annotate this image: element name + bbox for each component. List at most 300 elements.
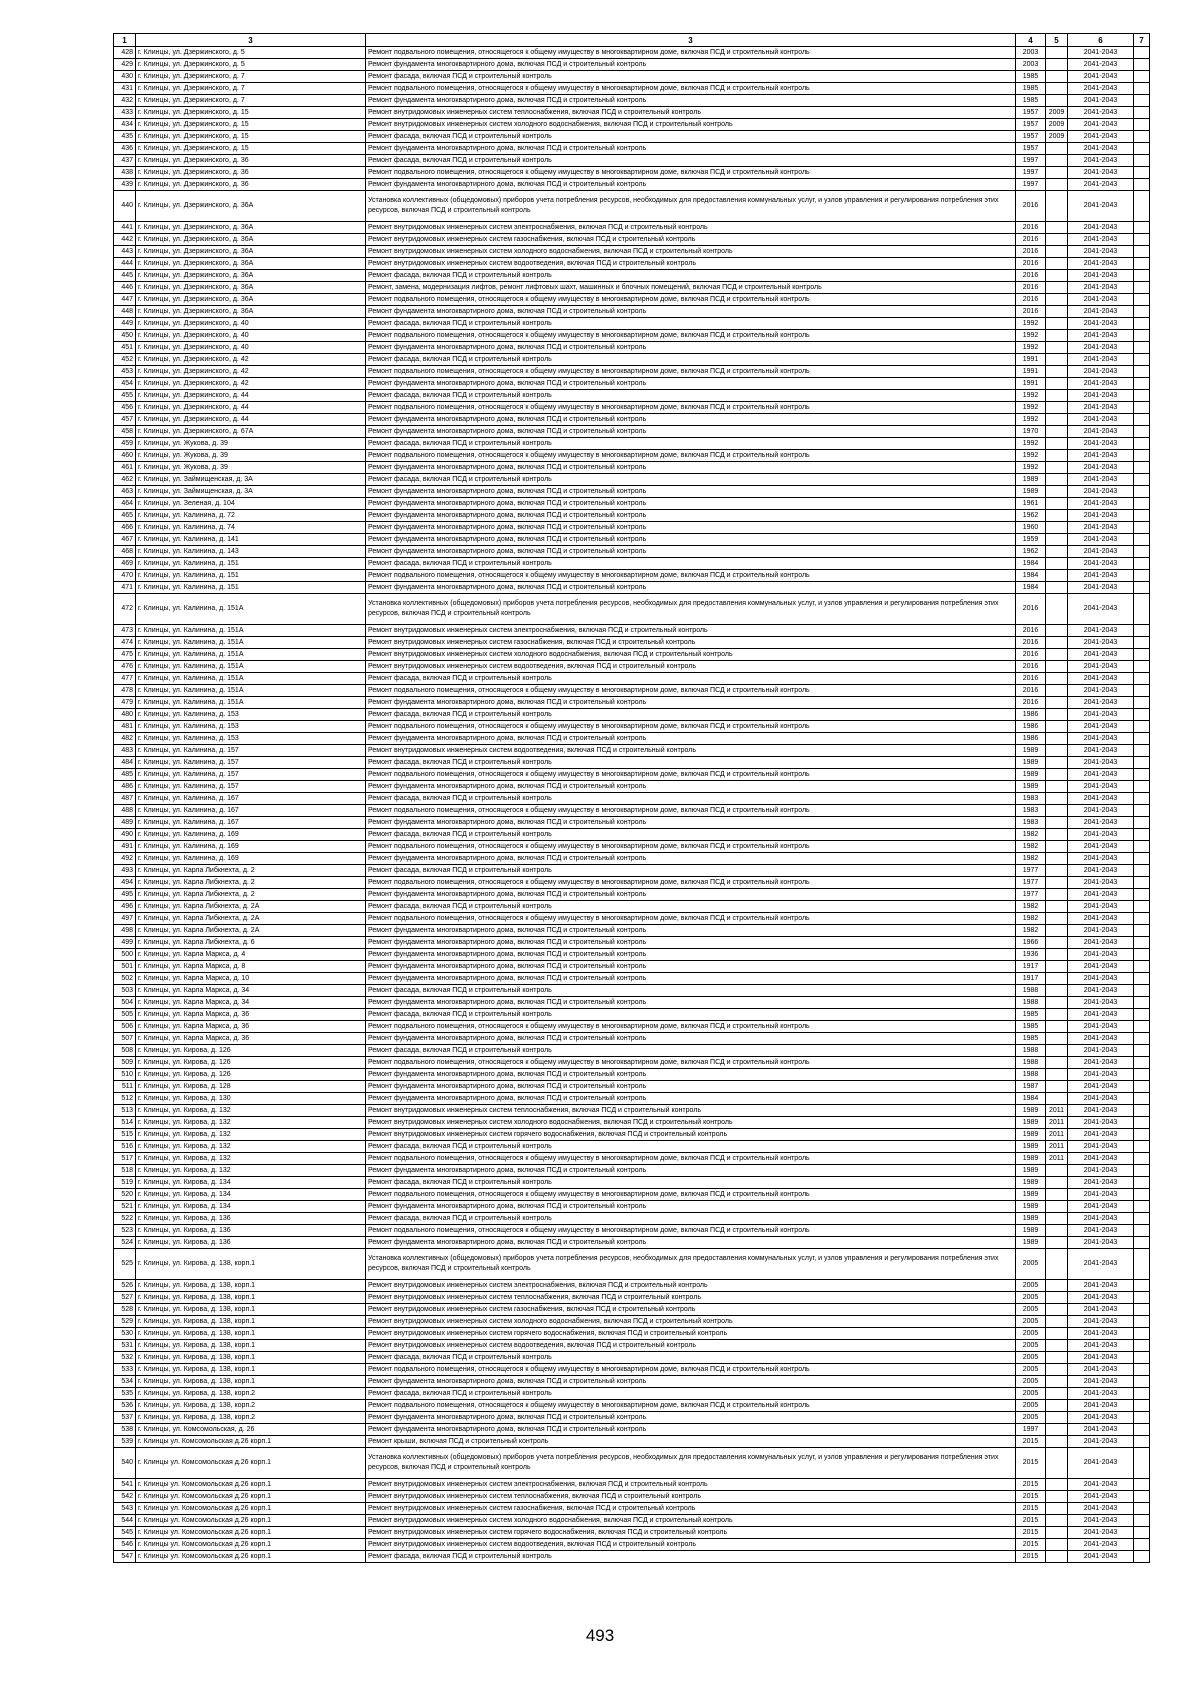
row-number-cell: 472 (114, 594, 136, 625)
address-cell: г. Клинцы, ул. Калинина, д. 151А (136, 661, 366, 673)
row-number-cell: 435 (114, 131, 136, 143)
last-repair-year-cell (1046, 546, 1068, 558)
planned-period-cell: 2041-2043 (1068, 1105, 1134, 1117)
year-built-cell: 1989 (1016, 1213, 1046, 1225)
planned-period-cell: 2041-2043 (1068, 997, 1134, 1009)
col-7-cell (1134, 1280, 1150, 1292)
planned-period-cell: 2041-2043 (1068, 1479, 1134, 1491)
table-row (114, 258, 1150, 270)
row-number-cell: 503 (114, 985, 136, 997)
col-7-cell (1134, 1292, 1150, 1304)
planned-period-cell: 2041-2043 (1068, 222, 1134, 234)
planned-period-cell: 2041-2043 (1068, 294, 1134, 306)
work-type-cell: Ремонт фундамента многоквартирного дома, включая ПСД и строительный контроль (366, 1081, 1016, 1093)
planned-period-cell: 2041-2043 (1068, 1153, 1134, 1165)
last-repair-year-cell (1046, 1069, 1068, 1081)
table-row (114, 1057, 1150, 1069)
col-7-cell (1134, 402, 1150, 414)
work-type-cell: Ремонт внутридомовых инженерных систем газоснабжения, включая ПСД и строительный контроль (366, 1304, 1016, 1316)
col-7-cell (1134, 71, 1150, 83)
table-row (114, 222, 1150, 234)
table-row (114, 1033, 1150, 1045)
planned-period-cell: 2041-2043 (1068, 1021, 1134, 1033)
address-cell: г. Клинцы, ул. Карла Либкнехта, д. 2 (136, 889, 366, 901)
col-7-cell (1134, 1237, 1150, 1249)
col-7-cell (1134, 1352, 1150, 1364)
last-repair-year-cell (1046, 1400, 1068, 1412)
planned-period-cell: 2041-2043 (1068, 438, 1134, 450)
address-cell: г. Клинцы, ул. Калинина, д. 151А (136, 594, 366, 625)
address-cell: г. Клинцы, ул. Кирова, д. 138, корп.1 (136, 1376, 366, 1388)
planned-period-cell: 2041-2043 (1068, 131, 1134, 143)
row-number-cell: 523 (114, 1225, 136, 1237)
work-type-cell: Ремонт фундамента многоквартирного дома, включая ПСД и строительный контроль (366, 961, 1016, 973)
last-repair-year-cell (1046, 1093, 1068, 1105)
year-built-cell: 1985 (1016, 1021, 1046, 1033)
last-repair-year-cell (1046, 558, 1068, 570)
year-built-cell: 2015 (1016, 1539, 1046, 1551)
header-row (114, 34, 1150, 47)
last-repair-year-cell (1046, 1280, 1068, 1292)
row-number-cell: 520 (114, 1189, 136, 1201)
col-7-cell (1134, 841, 1150, 853)
address-cell: г. Клинцы, ул. Карла Либкнехта, д. 2 (136, 865, 366, 877)
last-repair-year-cell (1046, 1527, 1068, 1539)
planned-period-cell: 2041-2043 (1068, 961, 1134, 973)
work-type-cell: Ремонт фундамента многоквартирного дома, включая ПСД и строительный контроль (366, 546, 1016, 558)
year-built-cell: 2016 (1016, 282, 1046, 294)
work-type-cell: Ремонт подвального помещения, относящегося к общему имуществу в многоквартирном доме, включая ПСД и строительный контроль (366, 83, 1016, 95)
planned-period-cell: 2041-2043 (1068, 649, 1134, 661)
last-repair-year-cell (1046, 342, 1068, 354)
table-row (114, 1165, 1150, 1177)
address-cell: г. Клинцы, ул. Карла Маркса, д. 36 (136, 1009, 366, 1021)
last-repair-year-cell: 2009 (1046, 107, 1068, 119)
work-type-cell: Ремонт фасада, включая ПСД и строительный контроль (366, 438, 1016, 450)
planned-period-cell: 2041-2043 (1068, 757, 1134, 769)
row-number-cell: 498 (114, 925, 136, 937)
col-7-cell (1134, 83, 1150, 95)
work-type-cell: Ремонт подвального помещения, относящегося к общему имуществу в многоквартирном доме, включая ПСД и строительный контроль (366, 1021, 1016, 1033)
last-repair-year-cell (1046, 1009, 1068, 1021)
table-row (114, 1213, 1150, 1225)
row-number-cell: 442 (114, 234, 136, 246)
row-number-cell: 528 (114, 1304, 136, 1316)
address-cell: г. Клинцы, ул. Дзержинского, д. 15 (136, 107, 366, 119)
col-7-cell (1134, 1328, 1150, 1340)
last-repair-year-cell (1046, 191, 1068, 222)
header-col-1: 1 (114, 34, 136, 47)
col-7-cell (1134, 486, 1150, 498)
planned-period-cell: 2041-2043 (1068, 258, 1134, 270)
table-row (114, 1105, 1150, 1117)
year-built-cell: 2016 (1016, 246, 1046, 258)
address-cell: г. Клинцы, ул. Калинина, д. 151А (136, 685, 366, 697)
row-number-cell: 473 (114, 625, 136, 637)
work-type-cell: Ремонт фасада, включая ПСД и строительный контроль (366, 901, 1016, 913)
col-7-cell (1134, 1201, 1150, 1213)
address-cell: г. Клинцы, ул. Калинина, д. 153 (136, 709, 366, 721)
row-number-cell: 539 (114, 1436, 136, 1448)
address-cell: г. Клинцы, ул. Кирова, д. 138, корп.1 (136, 1340, 366, 1352)
last-repair-year-cell: 2011 (1046, 1153, 1068, 1165)
table-row (114, 119, 1150, 131)
planned-period-cell: 2041-2043 (1068, 179, 1134, 191)
planned-period-cell: 2041-2043 (1068, 342, 1134, 354)
col-7-cell (1134, 1165, 1150, 1177)
header-col-work-type: 3 (366, 34, 1016, 47)
address-cell: г. Клинцы, ул. Дзержинского, д. 67А (136, 426, 366, 438)
capital-repair-table-sheet (113, 33, 1149, 1563)
last-repair-year-cell (1046, 685, 1068, 697)
work-type-cell: Ремонт подвального помещения, относящегося к общему имуществу в многоквартирном доме, включая ПСД и строительный контроль (366, 570, 1016, 582)
address-cell: г. Клинцы ул. Комсомольская д.26 корп.1 (136, 1491, 366, 1503)
row-number-cell: 466 (114, 522, 136, 534)
work-type-cell: Ремонт фасада, включая ПСД и строительный контроль (366, 1551, 1016, 1563)
year-built-cell: 2015 (1016, 1436, 1046, 1448)
row-number-cell: 518 (114, 1165, 136, 1177)
planned-period-cell: 2041-2043 (1068, 167, 1134, 179)
address-cell: г. Клинцы, ул. Дзержинского, д. 40 (136, 318, 366, 330)
row-number-cell: 485 (114, 769, 136, 781)
year-built-cell: 2005 (1016, 1412, 1046, 1424)
table-row (114, 1491, 1150, 1503)
row-number-cell: 454 (114, 378, 136, 390)
row-number-cell: 495 (114, 889, 136, 901)
work-type-cell: Ремонт подвального помещения, относящегося к общему имуществу в многоквартирном доме, включая ПСД и строительный контроль (366, 1400, 1016, 1412)
row-number-cell: 476 (114, 661, 136, 673)
row-number-cell: 459 (114, 438, 136, 450)
last-repair-year-cell: 2011 (1046, 1117, 1068, 1129)
row-number-cell: 525 (114, 1249, 136, 1280)
last-repair-year-cell (1046, 877, 1068, 889)
year-built-cell: 1984 (1016, 570, 1046, 582)
year-built-cell: 1992 (1016, 450, 1046, 462)
year-built-cell: 2005 (1016, 1316, 1046, 1328)
last-repair-year-cell (1046, 486, 1068, 498)
address-cell: г. Клинцы ул. Комсомольская д.26 корп.1 (136, 1479, 366, 1491)
work-type-cell: Ремонт внутридомовых инженерных систем холодного водоснабжения, включая ПСД и строительный контроль (366, 1316, 1016, 1328)
year-built-cell: 1962 (1016, 510, 1046, 522)
row-number-cell: 490 (114, 829, 136, 841)
address-cell: г. Клинцы, ул. Кирова, д. 138, корп.1 (136, 1316, 366, 1328)
address-cell: г. Клинцы, ул. Дзержинского, д. 15 (136, 119, 366, 131)
table-row (114, 1141, 1150, 1153)
table-row (114, 817, 1150, 829)
work-type-cell: Ремонт внутридомовых инженерных систем холодного водоснабжения, включая ПСД и строительный контроль (366, 119, 1016, 131)
work-type-cell: Ремонт фундамента многоквартирного дома, включая ПСД и строительный контроль (366, 1093, 1016, 1105)
address-cell: г. Клинцы ул. Комсомольская д.26 корп.1 (136, 1527, 366, 1539)
work-type-cell: Установка коллективных (общедомовых) приборов учета потребления ресурсов, необходимых для предоставления коммунальных услуг, и узлов управления и регулирования потребления этих ресурсов, включая ПСД и строительный контроль (366, 594, 1016, 625)
row-number-cell: 468 (114, 546, 136, 558)
work-type-cell: Ремонт внутридомовых инженерных систем водоотведения, включая ПСД и строительный контроль (366, 258, 1016, 270)
address-cell: г. Клинцы, ул. Калинина, д. 143 (136, 546, 366, 558)
row-number-cell: 499 (114, 937, 136, 949)
year-built-cell: 2005 (1016, 1400, 1046, 1412)
last-repair-year-cell (1046, 498, 1068, 510)
col-7-cell (1134, 426, 1150, 438)
col-7-cell (1134, 570, 1150, 582)
col-7-cell (1134, 179, 1150, 191)
planned-period-cell: 2041-2043 (1068, 234, 1134, 246)
year-built-cell: 1989 (1016, 781, 1046, 793)
last-repair-year-cell (1046, 793, 1068, 805)
row-number-cell: 516 (114, 1141, 136, 1153)
address-cell: г. Клинцы, ул. Дзержинского, д. 36 (136, 167, 366, 179)
planned-period-cell: 2041-2043 (1068, 107, 1134, 119)
address-cell: г. Клинцы, ул. Карла Либкнехта, д. 6 (136, 937, 366, 949)
col-7-cell (1134, 1515, 1150, 1527)
planned-period-cell: 2041-2043 (1068, 1503, 1134, 1515)
col-7-cell (1134, 1340, 1150, 1352)
year-built-cell: 1917 (1016, 961, 1046, 973)
planned-period-cell: 2041-2043 (1068, 1249, 1134, 1280)
last-repair-year-cell (1046, 1033, 1068, 1045)
work-type-cell: Ремонт фундамента многоквартирного дома, включая ПСД и строительный контроль (366, 534, 1016, 546)
address-cell: г. Клинцы, ул. Дзержинского, д. 15 (136, 131, 366, 143)
address-cell: г. Клинцы, ул. Дзержинского, д. 36А (136, 282, 366, 294)
year-built-cell: 1989 (1016, 1177, 1046, 1189)
year-built-cell: 1989 (1016, 1165, 1046, 1177)
row-number-cell: 475 (114, 649, 136, 661)
col-7-cell (1134, 1551, 1150, 1563)
address-cell: г. Клинцы, ул. Карла Маркса, д. 4 (136, 949, 366, 961)
year-built-cell: 2016 (1016, 685, 1046, 697)
col-7-cell (1134, 107, 1150, 119)
work-type-cell: Ремонт подвального помещения, относящегося к общему имуществу в многоквартирном доме, включая ПСД и строительный контроль (366, 167, 1016, 179)
planned-period-cell: 2041-2043 (1068, 1069, 1134, 1081)
col-7-cell (1134, 649, 1150, 661)
work-type-cell: Ремонт внутридомовых инженерных систем газоснабжения, включая ПСД и строительный контроль (366, 637, 1016, 649)
address-cell: г. Клинцы, ул. Кирова, д. 132 (136, 1153, 366, 1165)
table-row (114, 721, 1150, 733)
row-number-cell: 529 (114, 1316, 136, 1328)
row-number-cell: 464 (114, 498, 136, 510)
header-col-7: 7 (1134, 34, 1150, 47)
planned-period-cell: 2041-2043 (1068, 155, 1134, 167)
planned-period-cell: 2041-2043 (1068, 625, 1134, 637)
year-built-cell: 1977 (1016, 889, 1046, 901)
year-built-cell: 1991 (1016, 354, 1046, 366)
planned-period-cell: 2041-2043 (1068, 721, 1134, 733)
last-repair-year-cell (1046, 306, 1068, 318)
work-type-cell: Установка коллективных (общедомовых) приборов учета потребления ресурсов, необходимых для предоставления коммунальных услуг, и узлов управления и регулирования потребления этих ресурсов, включая ПСД и строительный контроль (366, 1249, 1016, 1280)
row-number-cell: 458 (114, 426, 136, 438)
col-7-cell (1134, 661, 1150, 673)
year-built-cell: 2016 (1016, 270, 1046, 282)
year-built-cell: 2005 (1016, 1376, 1046, 1388)
year-built-cell: 1989 (1016, 1141, 1046, 1153)
row-number-cell: 432 (114, 95, 136, 107)
col-7-cell (1134, 222, 1150, 234)
work-type-cell: Ремонт фундамента многоквартирного дома, включая ПСД и строительный контроль (366, 426, 1016, 438)
address-cell: г. Клинцы, ул. Кирова, д. 138, корп.2 (136, 1388, 366, 1400)
address-cell: г. Клинцы, ул. Кирова, д. 138, корп.1 (136, 1249, 366, 1280)
last-repair-year-cell (1046, 1412, 1068, 1424)
last-repair-year-cell (1046, 1237, 1068, 1249)
last-repair-year-cell (1046, 95, 1068, 107)
row-number-cell: 507 (114, 1033, 136, 1045)
work-type-cell: Ремонт подвального помещения, относящегося к общему имуществу в многоквартирном доме, включая ПСД и строительный контроль (366, 805, 1016, 817)
work-type-cell: Ремонт подвального помещения, относящегося к общему имуществу в многоквартирном доме, включая ПСД и строительный контроль (366, 877, 1016, 889)
row-number-cell: 533 (114, 1364, 136, 1376)
work-type-cell: Ремонт фундамента многоквартирного дома, включая ПСД и строительный контроль (366, 1033, 1016, 1045)
row-number-cell: 433 (114, 107, 136, 119)
planned-period-cell: 2041-2043 (1068, 1165, 1134, 1177)
row-number-cell: 460 (114, 450, 136, 462)
row-number-cell: 541 (114, 1479, 136, 1491)
year-built-cell: 2015 (1016, 1448, 1046, 1479)
planned-period-cell: 2041-2043 (1068, 1448, 1134, 1479)
address-cell: г. Клинцы ул. Комсомольская д.26 корп.1 (136, 1503, 366, 1515)
work-type-cell: Ремонт фундамента многоквартирного дома, включая ПСД и строительный контроль (366, 817, 1016, 829)
planned-period-cell: 2041-2043 (1068, 426, 1134, 438)
last-repair-year-cell (1046, 462, 1068, 474)
work-type-cell: Ремонт подвального помещения, относящегося к общему имуществу в многоквартирном доме, включая ПСД и строительный контроль (366, 450, 1016, 462)
year-built-cell: 1997 (1016, 179, 1046, 191)
address-cell: г. Клинцы, ул. Дзержинского, д. 5 (136, 59, 366, 71)
planned-period-cell: 2041-2043 (1068, 498, 1134, 510)
last-repair-year-cell: 2009 (1046, 119, 1068, 131)
planned-period-cell: 2041-2043 (1068, 1280, 1134, 1292)
work-type-cell: Ремонт фундамента многоквартирного дома, включая ПСД и строительный контроль (366, 1201, 1016, 1213)
planned-period-cell: 2041-2043 (1068, 570, 1134, 582)
year-built-cell: 1984 (1016, 582, 1046, 594)
col-7-cell (1134, 378, 1150, 390)
address-cell: г. Клинцы, ул. Кирова, д. 134 (136, 1201, 366, 1213)
last-repair-year-cell (1046, 1503, 1068, 1515)
work-type-cell: Ремонт фасада, включая ПСД и строительный контроль (366, 1009, 1016, 1021)
row-number-cell: 538 (114, 1424, 136, 1436)
col-7-cell (1134, 534, 1150, 546)
planned-period-cell: 2041-2043 (1068, 1316, 1134, 1328)
planned-period-cell: 2041-2043 (1068, 901, 1134, 913)
row-number-cell: 545 (114, 1527, 136, 1539)
row-number-cell: 511 (114, 1081, 136, 1093)
address-cell: г. Клинцы, ул. Калинина, д. 151А (136, 637, 366, 649)
row-number-cell: 480 (114, 709, 136, 721)
planned-period-cell: 2041-2043 (1068, 390, 1134, 402)
address-cell: г. Клинцы, ул. Калинина, д. 169 (136, 853, 366, 865)
planned-period-cell: 2041-2043 (1068, 1527, 1134, 1539)
row-number-cell: 508 (114, 1045, 136, 1057)
table-row (114, 582, 1150, 594)
last-repair-year-cell (1046, 179, 1068, 191)
year-built-cell: 1988 (1016, 1057, 1046, 1069)
last-repair-year-cell (1046, 474, 1068, 486)
address-cell: г. Клинцы, ул. Дзержинского, д. 36А (136, 191, 366, 222)
year-built-cell: 2005 (1016, 1340, 1046, 1352)
row-number-cell: 446 (114, 282, 136, 294)
last-repair-year-cell (1046, 258, 1068, 270)
work-type-cell: Ремонт подвального помещения, относящегося к общему имуществу в многоквартирном доме, включая ПСД и строительный контроль (366, 841, 1016, 853)
row-number-cell: 536 (114, 1400, 136, 1412)
col-7-cell (1134, 47, 1150, 59)
last-repair-year-cell (1046, 143, 1068, 155)
address-cell: г. Клинцы, ул. Жукова, д. 39 (136, 438, 366, 450)
row-number-cell: 474 (114, 637, 136, 649)
address-cell: г. Клинцы, ул. Дзержинского, д. 15 (136, 143, 366, 155)
address-cell: г. Клинцы, ул. Дзержинского, д. 36А (136, 222, 366, 234)
col-7-cell (1134, 270, 1150, 282)
last-repair-year-cell (1046, 450, 1068, 462)
year-built-cell: 1985 (1016, 1033, 1046, 1045)
col-7-cell (1134, 925, 1150, 937)
planned-period-cell: 2041-2043 (1068, 1213, 1134, 1225)
year-built-cell: 1987 (1016, 1081, 1046, 1093)
work-type-cell: Ремонт внутридомовых инженерных систем горячего водоснабжения, включая ПСД и строительный контроль (366, 1527, 1016, 1539)
planned-period-cell: 2041-2043 (1068, 781, 1134, 793)
table-row (114, 450, 1150, 462)
last-repair-year-cell (1046, 582, 1068, 594)
table-row (114, 294, 1150, 306)
col-7-cell (1134, 498, 1150, 510)
planned-period-cell: 2041-2043 (1068, 246, 1134, 258)
work-type-cell: Ремонт подвального помещения, относящегося к общему имуществу в многоквартирном доме, включая ПСД и строительный контроль (366, 1225, 1016, 1237)
work-type-cell: Ремонт подвального помещения, относящегося к общему имуществу в многоквартирном доме, включая ПСД и строительный контроль (366, 366, 1016, 378)
last-repair-year-cell: 2011 (1046, 1129, 1068, 1141)
planned-period-cell: 2041-2043 (1068, 1328, 1134, 1340)
col-7-cell (1134, 1153, 1150, 1165)
last-repair-year-cell (1046, 246, 1068, 258)
row-number-cell: 462 (114, 474, 136, 486)
last-repair-year-cell (1046, 1213, 1068, 1225)
row-number-cell: 491 (114, 841, 136, 853)
table-row (114, 1503, 1150, 1515)
work-type-cell: Ремонт внутридомовых инженерных систем теплоснабжения, включая ПСД и строительный контроль (366, 107, 1016, 119)
table-row (114, 594, 1150, 625)
work-type-cell: Ремонт фундамента многоквартирного дома, включая ПСД и строительный контроль (366, 143, 1016, 155)
col-7-cell (1134, 1105, 1150, 1117)
col-7-cell (1134, 582, 1150, 594)
col-7-cell (1134, 1189, 1150, 1201)
last-repair-year-cell (1046, 781, 1068, 793)
table-row (114, 661, 1150, 673)
table-row (114, 709, 1150, 721)
col-7-cell (1134, 191, 1150, 222)
year-built-cell: 1936 (1016, 949, 1046, 961)
work-type-cell: Ремонт фасада, включая ПСД и строительный контроль (366, 354, 1016, 366)
work-type-cell: Ремонт фасада, включая ПСД и строительный контроль (366, 865, 1016, 877)
work-type-cell: Ремонт внутридомовых инженерных систем электроснабжения, включая ПСД и строительный контроль (366, 1479, 1016, 1491)
last-repair-year-cell (1046, 649, 1068, 661)
table-row (114, 1009, 1150, 1021)
planned-period-cell: 2041-2043 (1068, 510, 1134, 522)
planned-period-cell: 2041-2043 (1068, 1045, 1134, 1057)
last-repair-year-cell (1046, 354, 1068, 366)
last-repair-year-cell (1046, 625, 1068, 637)
col-7-cell (1134, 1316, 1150, 1328)
planned-period-cell: 2041-2043 (1068, 1009, 1134, 1021)
year-built-cell: 2003 (1016, 47, 1046, 59)
year-built-cell: 1982 (1016, 853, 1046, 865)
address-cell: г. Клинцы, ул. Дзержинского, д. 36А (136, 258, 366, 270)
table-row (114, 925, 1150, 937)
col-7-cell (1134, 1503, 1150, 1515)
planned-period-cell: 2041-2043 (1068, 59, 1134, 71)
row-number-cell: 451 (114, 342, 136, 354)
year-built-cell: 1962 (1016, 546, 1046, 558)
address-cell: г. Клинцы, ул. Калинина, д. 74 (136, 522, 366, 534)
year-built-cell: 1988 (1016, 1045, 1046, 1057)
last-repair-year-cell: 2011 (1046, 1105, 1068, 1117)
last-repair-year-cell (1046, 865, 1068, 877)
row-number-cell: 502 (114, 973, 136, 985)
table-row (114, 889, 1150, 901)
work-type-cell: Ремонт фасада, включая ПСД и строительный контроль (366, 829, 1016, 841)
row-number-cell: 532 (114, 1352, 136, 1364)
address-cell: г. Клинцы, ул. Кирова, д. 126 (136, 1057, 366, 1069)
